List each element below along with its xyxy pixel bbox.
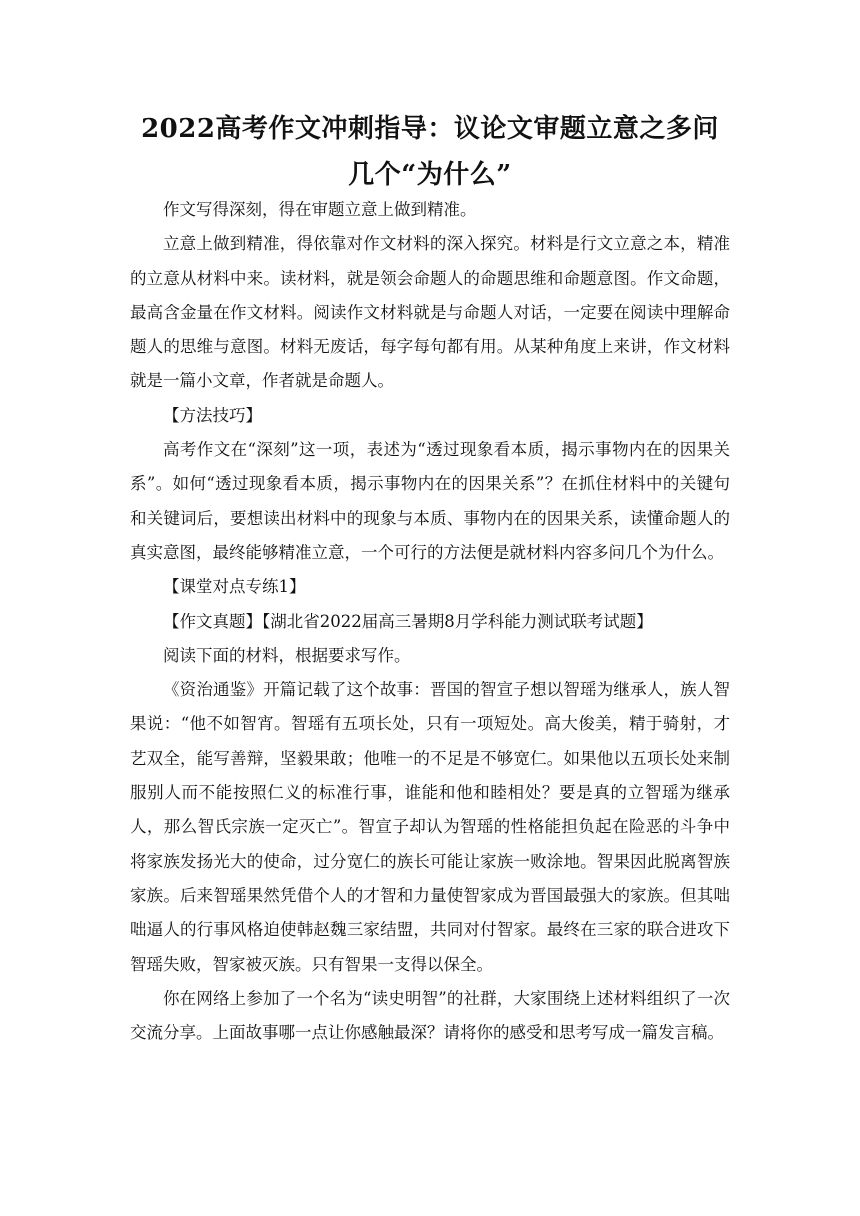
material-paragraph: 《资治通鉴》开篇记载了这个故事：晋国的智宣子想以智瑶为继承人，族人智果说：“他不如智宵。智瑶有五项长处，只有一项短处。高大俊美，精于骑射，才艺双全，能写善辩，坚毅果敢；他唯一的不足是不够宽仁。如果他以五项长处来制服别人而不能按照仁义的标准行事，谁能和他和睦相处？要是真的立智瑶为继承人，那么智氏宗族一定灭亡”。智宣子却认为智瑶的性格能担负起在险恶的斗争中将家族发扬光大的使命，过分宽仁的族长可能让家族一败涂地。智果因此脱离智族家族。后来智瑶果然凭借个人的才智和力量使智家成为晋国最强大的家族。但其咄咄逼人的行事风格迫使韩赵魏三家结盟，共同对付智家。最终在三家的联合进攻下智瑶失败，智家被灭族。只有智果一支得以保全。 bbox=[130, 680, 730, 974]
section-heading-practice: 【课堂对点专练1】 bbox=[163, 577, 306, 597]
paragraph: 立意上做到精准，得依靠对作文材料的深入探究。材料是行文立意之本，精准的立意从材料中来。读材料，就是领会命题人的命题思维和命题意图。作文命题，最高含金量在作文材料。阅读作文材料就是与命题人对话，一定要在阅读中理解命题人的思维与意图。材料无废话，每字每句都有用。从某种角度上来讲，作文材料就是一篇小文章，作者就是命题人。 bbox=[130, 234, 730, 391]
task-paragraph: 你在网络上参加了一个名为“读史明智”的社群，大家围绕上述材料组织了一次交流分享。上面故事哪一点让你感触最深？请将你的感受和思考写成一篇发言稿。 bbox=[130, 988, 730, 1043]
document-body bbox=[130, 193, 730, 1050]
paragraph: 作文写得深刻，得在审题立意上做到精准。 bbox=[163, 200, 477, 219]
document-title-line-1: 2022高考作文冲刺指导：议论文审题立意之多问 bbox=[141, 114, 719, 144]
section-heading-method: 【方法技巧】 bbox=[163, 405, 262, 425]
paragraph: 阅读下面的材料，根据要求写作。 bbox=[163, 645, 411, 665]
paragraph: 高考作文在“深刻”这一项，表述为“透过现象看本质，揭示事物内在的因果关系”。如何“透过现象看本质，揭示事物内在的因果关系”？在抓住材料中的关键句和关键词后，要想读出材料中的现象与本质、事物内在的因果关系，读懂命题人的真实意图，最终能够精准立意，一个可行的方法便是就材料内容多问几个为什么。 bbox=[130, 440, 730, 562]
exam-source: 【作文真题】【湖北省2022届高三暑期8月学科能力测试联考试题】 bbox=[163, 611, 653, 631]
document-title-line-2: 几个“为什么” bbox=[348, 160, 512, 190]
